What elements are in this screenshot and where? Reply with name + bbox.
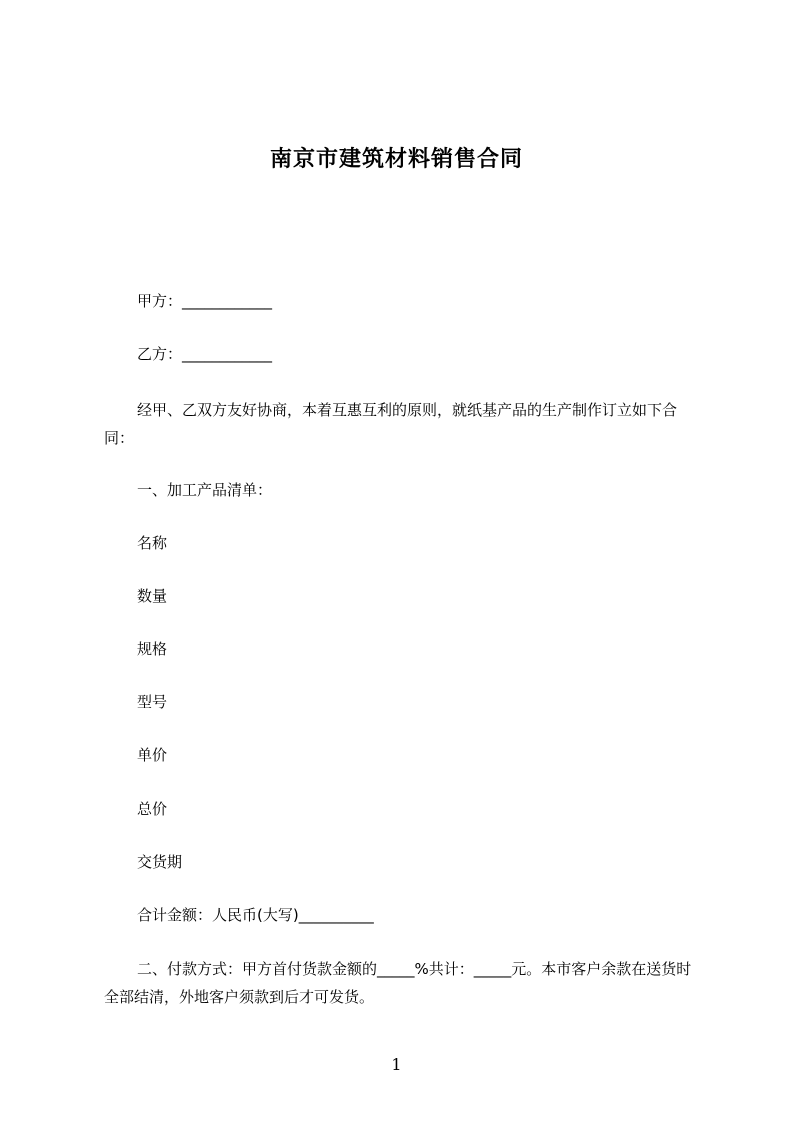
list-item-quantity: 数量 [137, 587, 168, 605]
list-item-name: 名称 [137, 534, 168, 552]
total-amount-line: 合计金额：人民币(大写)__________ [137, 906, 374, 924]
document-title: 南京市建筑材料销售合同 [269, 147, 523, 172]
section1-heading: 一、加工产品清单： [137, 481, 273, 499]
party-a-line: 甲方：____________ [137, 292, 273, 310]
intro-paragraph: 经甲、乙双方友好协商，本着互惠互利的原则，就纸基产品的生产制作订立如下合同： [104, 401, 678, 447]
list-item-delivery-date: 交货期 [137, 853, 183, 871]
list-item-model: 型号 [137, 693, 168, 711]
party-b-line: 乙方：____________ [137, 345, 273, 363]
list-item-unit-price: 单价 [137, 746, 168, 764]
list-item-spec: 规格 [137, 640, 168, 658]
list-item-total-price: 总价 [137, 800, 168, 818]
page-number: 1 [391, 1055, 402, 1074]
section2-paragraph: 二、付款方式：甲方首付货款金额的_____%共计：_____元。本市客户余款在送货时全部结清，外地客户须款到后才可发货。 [104, 960, 692, 1006]
